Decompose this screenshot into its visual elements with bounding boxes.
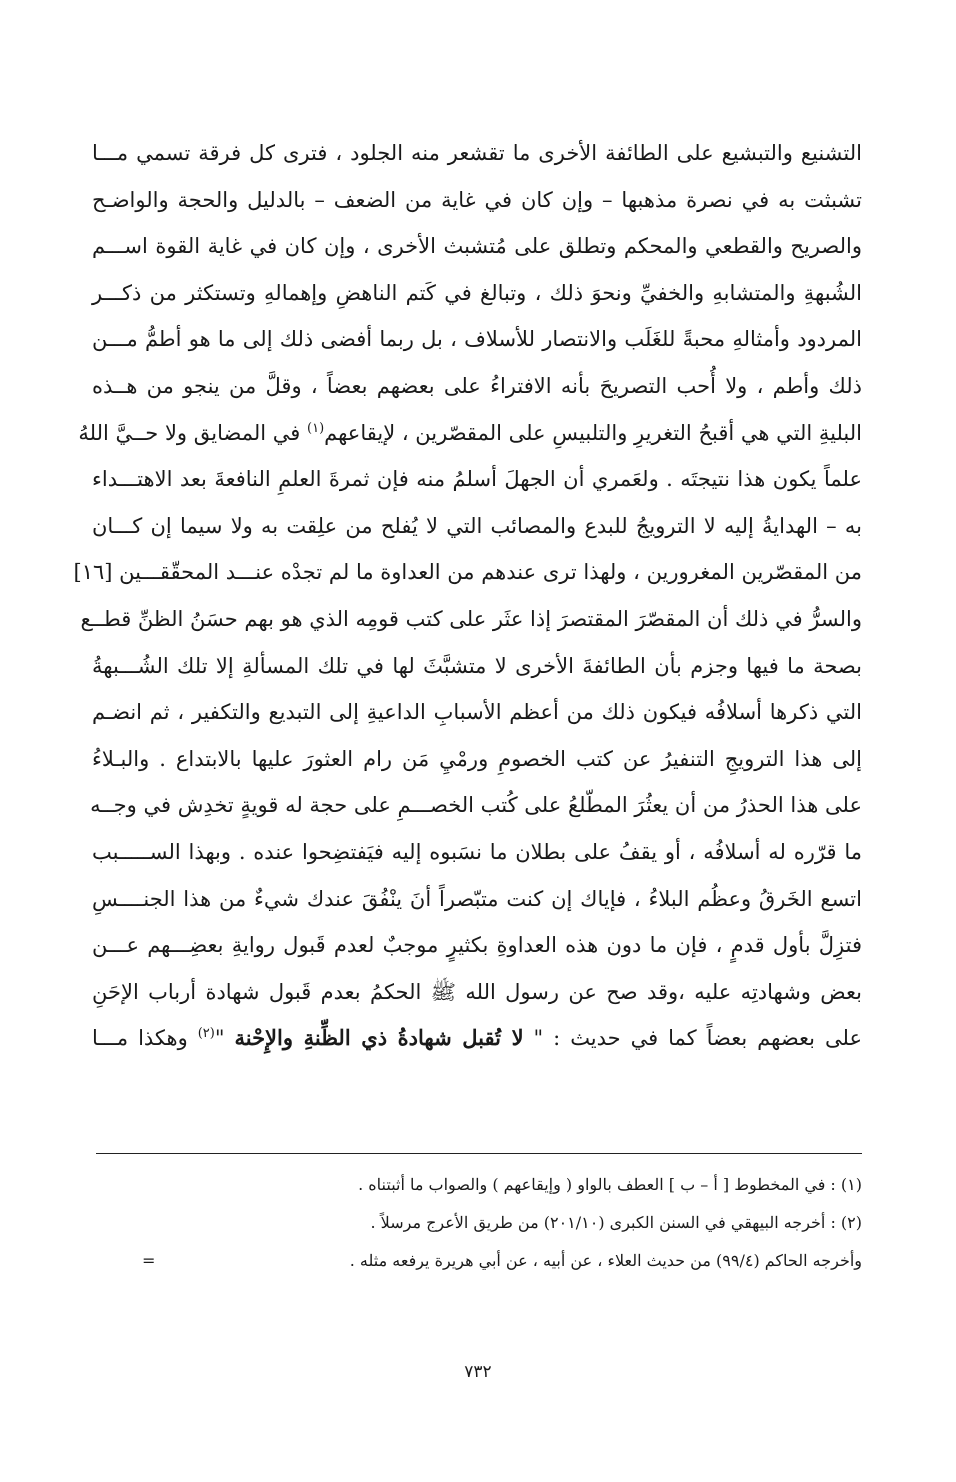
main-text-block [73, 130, 862, 1062]
text-line-with-hadith-quote [92, 1015, 862, 1062]
text-line: ما قرّره له أسلافُه ، أو يقفُ على بطلان ما نسَبوه إليه فيَفتضِحوا عنده . وبهذا الســـــبب [92, 839, 862, 864]
footnote-1: (١) : في المخطوط [ أ – ب ] العطف بالواو ( وإيقاعهم ) والصواب ما أثبتناه . [358, 1175, 862, 1194]
hadith-quote: لا تُقبل شهادةُ ذي الظِّنةِ والإِحْنة [234, 1025, 524, 1051]
text-line: والصريح والقطعي والمحكم وتطلق على مُتشبث الأخرى ، وإن كان في غاية القوة اســـم [92, 234, 862, 259]
footnote-2: (٢) : أخرجه البيهقي في السنن الكبرى (٢٠١/١٠) من طريق الأعرج مرسلاً . [370, 1213, 862, 1232]
page-number: ٧٣٢ [464, 1362, 492, 1382]
text-line-with-footnote-ref [78, 410, 862, 457]
text-segment: على بعضهم بعضاً كما في حديث : " [523, 1026, 862, 1051]
text-segment: " [214, 1026, 235, 1051]
text-segment: وهكذا مـــا [92, 1026, 198, 1051]
text-line: اتسع الخَرقُ وعظُم البلاءُ ، فإياك إن كنت متبّصراً أنَ ينْفُقَ عندك شيءٌ من هذا الجنــــسِ [92, 886, 862, 911]
text-line: والسرُّ في ذلك أن المقصّرَ المقتصرَ إذا عثَر على كتب قومِه الذي هو بهم حسَنُ الظنِّ قطــع [80, 606, 862, 631]
footnote-2-continued [120, 1242, 862, 1280]
text-line: علماً يكون هذا نتيجتَه . ولعَمري أن الجهلَ أسلمُ منه فإن ثمرةَ العلمِ النافعةَ بعد الاهتـــداء [92, 467, 862, 492]
text-line: من المقصّرين المغرورين ، ولهذا ترى عندهم من العداوة ما لم تجدْه عنـــد المحقّقـــين [١٦] [73, 560, 862, 585]
footnote-ref-1: (١) [307, 420, 325, 436]
text-line: إلى هذا الترويجِ التنفيرُ عن كتب الخصومِ ورمْيِ مَن رام العثورَ عليها بالابتداع . والبـلاءُ [92, 746, 862, 771]
continuation-mark: = [142, 1251, 156, 1270]
text-line: ذلك وأطم ، ولا أُحب التصريحَ بأنه الافتراءُ على بعضهم بعضاً ، وقلَّ من ينجو من هــذه [92, 373, 862, 398]
text-line: بعض وشهادتِه عليه ،وقد صح عن رسول الله ﷺ الحكمُ بعدم قَبول شهادة أرباب الإحَنِ [92, 979, 862, 1004]
text-line: على هذا الحذرُ من أن يعثُرَ المطّلعُ على كُتب الخصـــمِ على حجة له قويةٍ تخدِش في وجــه [90, 793, 862, 818]
text-line: المردود وأمثالهِ محبةً للغَلَب والانتصار للأسلاف ، بل ربما أفضى ذلك إلى ما هو أطمُّ مـــن [92, 327, 862, 352]
footnotes-block [120, 1166, 862, 1280]
text-line: الشُبهةِ والمتشابهِ والخفيِّ ونحوَ ذلك ، وتبالغ في كَتم الناهضِ وإهمالهِ وتستكثر من ذكـــر [92, 280, 862, 305]
text-segment: البليةِ التي هي أقبحُ التغريرِ والتلبيسِ على المقصّرين ، لإيقاعهم [324, 420, 862, 445]
footnote-ref-2: (٢) [197, 1026, 215, 1042]
text-line: التشنيع والتبشيع على الطائفة الأخرى ما تقشعر منه الجلود ، فترى كل فرقة تسمي مـــا [92, 141, 862, 165]
text-line: تشبثت به في نصرة مذهبها – وإن كان في غاية من الضعف – بالدليل والحجة والواضـح [92, 187, 862, 212]
footnote-separator [96, 1153, 862, 1154]
text-line: بصحة ما فيها وجزم بأن الطائفةَ الأخرى لا متشبَّثَ لها في تلك المسألةِ إلا تلك الشُـــبهةُ [92, 653, 862, 678]
text-line: فتزِلَّ بأول قدمٍ ، فإن ما دون هذه العداوةِ بكثيرٍ موجبٌ لعدم قَبول روايةِ بعضِـــهم عـــن [92, 933, 862, 958]
footnote-text: وأخرجه الحاكم (٩٩/٤) من حديث العلاء ، عن أبيه ، عن أبي هريرة يرفعه مثله . [349, 1251, 862, 1270]
text-line: به – الهدايةُ إليه لا الترويجُ للبدع والمصائب التي لا يُفلح من علِقت به ولا سيما إن كـــان [92, 513, 862, 538]
text-segment: في المضايق ولا حــيَّ اللهُ [78, 420, 301, 445]
text-line: التي ذكرها أسلافُه فيكون ذلك من أعظم الأسبابِ الداعيةِ إلى التبديع والتكفير ، ثم انضـم [92, 700, 862, 725]
